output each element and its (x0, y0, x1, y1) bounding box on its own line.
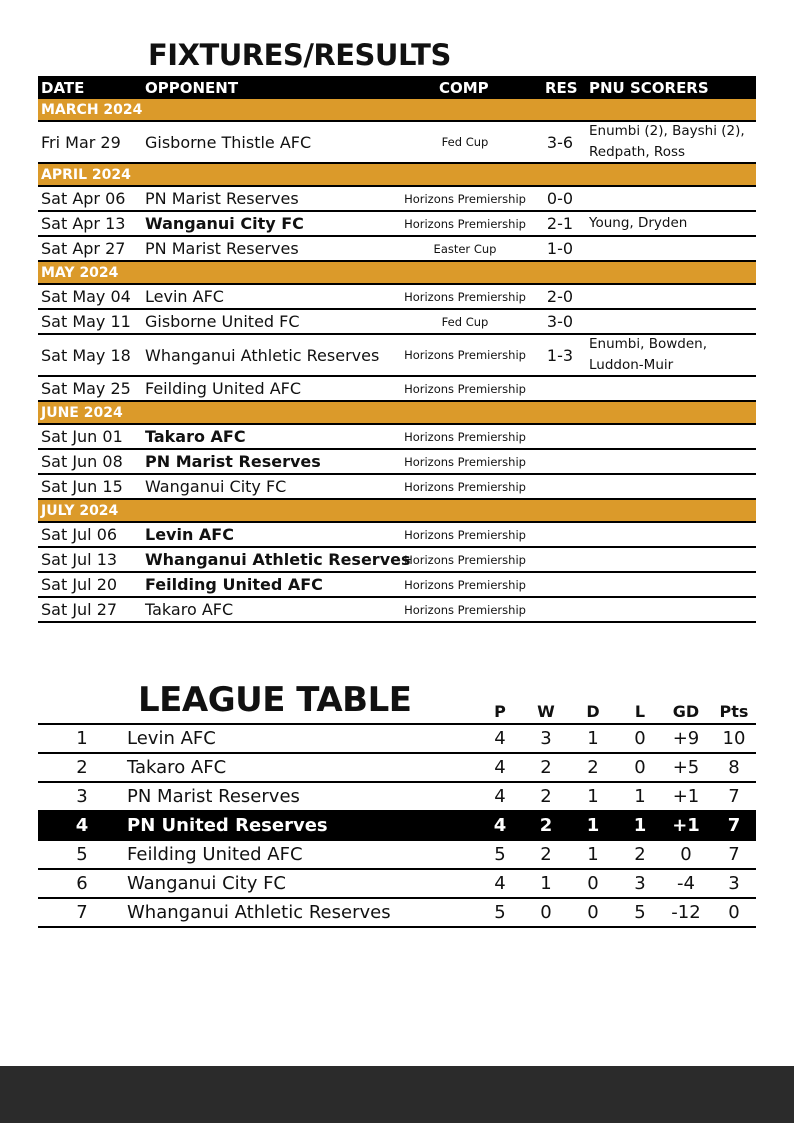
fixture-competition: Horizons Premiership (404, 289, 526, 304)
league-lost: 0 (634, 728, 646, 749)
fixture-opponent: Levin AFC (145, 525, 234, 544)
fixture-result (543, 475, 577, 498)
league-won: 1 (540, 873, 552, 894)
fixture-scorers (589, 573, 756, 596)
fixture-scorers (589, 377, 756, 400)
fixture-competition: Fed Cup (441, 314, 489, 329)
fixture-opponent: Gisborne United FC (145, 312, 300, 331)
fixtures-body (38, 99, 756, 623)
fixture-opponent: Whanganui Athletic Reserves (145, 345, 380, 365)
header-opponent: OPPONENT (145, 79, 239, 97)
fixture-date: Sat May 04 (41, 287, 131, 306)
league-played: 5 (494, 844, 506, 865)
league-played: 5 (494, 902, 506, 923)
fixture-row (38, 450, 756, 475)
league-points: 10 (722, 728, 746, 749)
league-played: 4 (494, 786, 506, 807)
league-goal-difference: +9 (672, 728, 700, 749)
fixture-row (38, 310, 756, 335)
fixture-row (38, 425, 756, 450)
header-comp: COMP (439, 79, 489, 97)
league-points: 0 (728, 902, 740, 923)
fixture-opponent: Levin AFC (145, 287, 224, 306)
league-drawn: 1 (587, 786, 599, 807)
league-row (38, 725, 756, 754)
league-played: 4 (494, 757, 506, 778)
month-band: JUNE 2024 (38, 402, 756, 425)
fixture-row (38, 237, 756, 262)
fixture-date: Sat Jun 08 (41, 452, 123, 471)
league-won: 2 (540, 757, 552, 778)
footer-band (0, 1066, 794, 1123)
fixture-competition: Horizons Premiership (404, 552, 526, 567)
fixture-date: Sat Jul 06 (41, 525, 118, 544)
league-points: 7 (728, 786, 740, 807)
fixture-competition: Horizons Premiership (404, 191, 526, 206)
league-lost: 1 (633, 815, 647, 836)
fixture-scorers (589, 237, 756, 260)
fixtures-title: FIXTURES/RESULTS (148, 38, 451, 72)
fixture-date: Sat May 25 (41, 379, 131, 398)
league-table (38, 723, 756, 928)
league-row (38, 812, 756, 841)
fixture-opponent: Feilding United AFC (145, 379, 302, 398)
league-row (38, 899, 756, 928)
league-drawn: 0 (587, 873, 599, 894)
fixture-scorers (589, 523, 756, 546)
league-goal-difference: +5 (672, 757, 700, 778)
league-played: 4 (494, 728, 506, 749)
fixture-opponent: PN Marist Reserves (145, 452, 321, 471)
fixture-opponent: Gisborne Thistle AFC (145, 132, 312, 152)
fixture-scorers: Enumbi, Bowden, Luddon-Muir (589, 336, 707, 373)
league-lost: 1 (634, 786, 646, 807)
league-team: PN United Reserves (127, 815, 328, 836)
league-header-d: D (586, 702, 600, 721)
league-position: 2 (76, 757, 88, 778)
league-lost: 3 (634, 873, 646, 894)
fixture-row (38, 212, 756, 237)
fixture-date: Sat Jun 01 (41, 427, 123, 446)
fixture-competition: Horizons Premiership (404, 429, 526, 444)
fixtures-table (38, 76, 756, 623)
league-row (38, 870, 756, 899)
fixture-result (543, 450, 577, 473)
league-lost: 2 (634, 844, 646, 865)
league-title: LEAGUE TABLE (138, 680, 412, 720)
league-team: Whanganui Athletic Reserves (127, 902, 391, 923)
league-won: 3 (540, 728, 552, 749)
fixture-row (38, 548, 756, 573)
fixture-date: Sat Jul 13 (41, 550, 118, 569)
league-header-pts: Pts (719, 702, 749, 721)
league-points: 7 (727, 815, 741, 836)
fixture-result (543, 425, 577, 448)
fixture-competition: Horizons Premiership (404, 454, 526, 469)
league-goal-difference: 0 (680, 844, 692, 865)
fixture-result: 2-1 (546, 214, 574, 233)
fixture-result (543, 573, 577, 596)
month-band: MAY 2024 (38, 262, 756, 285)
fixture-competition: Horizons Premiership (404, 348, 526, 362)
fixture-result: 0-0 (546, 189, 574, 208)
fixture-competition: Fed Cup (441, 135, 489, 149)
fixture-competition: Horizons Premiership (404, 602, 526, 617)
league-position: 1 (76, 728, 88, 749)
league-drawn: 1 (586, 815, 600, 836)
month-band: MARCH 2024 (38, 99, 756, 122)
league-drawn: 1 (587, 728, 599, 749)
league-won: 2 (540, 844, 552, 865)
fixture-scorers (589, 475, 756, 498)
fixture-date: Sat Jul 20 (41, 575, 118, 594)
fixture-competition: Horizons Premiership (404, 216, 526, 231)
fixture-opponent: Wanganui City FC (145, 214, 304, 233)
fixture-result (543, 598, 577, 621)
month-band: APRIL 2024 (38, 164, 756, 187)
league-lost: 0 (634, 757, 646, 778)
fixture-result: 1-0 (546, 239, 574, 258)
fixture-date: Fri Mar 29 (41, 132, 121, 152)
header-date: DATE (41, 79, 85, 97)
league-drawn: 0 (587, 902, 599, 923)
fixture-scorers: Young, Dryden (589, 215, 688, 231)
league-lost: 5 (634, 902, 646, 923)
league-header-gd: GD (672, 702, 700, 721)
fixture-scorers: Enumbi (2), Bayshi (2), Redpath, Ross (589, 123, 745, 160)
month-band: JULY 2024 (38, 500, 756, 523)
league-row (38, 754, 756, 783)
league-goal-difference: -4 (677, 873, 695, 894)
league-goal-difference: -12 (671, 902, 701, 923)
league-header-l: L (634, 702, 646, 721)
fixture-row (38, 475, 756, 500)
fixture-result: 3-6 (546, 132, 574, 152)
league-won: 2 (540, 786, 552, 807)
fixture-opponent: PN Marist Reserves (145, 189, 299, 208)
fixture-opponent: Whanganui Athletic Reserves (145, 550, 411, 569)
fixtures-header-row (38, 76, 756, 99)
league-points: 8 (728, 757, 740, 778)
fixture-opponent: Feilding United AFC (145, 575, 323, 594)
fixture-row (38, 285, 756, 310)
fixture-row (38, 523, 756, 548)
fixture-date: Sat Apr 13 (41, 214, 126, 233)
fixture-row (38, 335, 756, 377)
fixture-date: Sat Jul 27 (41, 600, 118, 619)
league-position: 6 (76, 873, 88, 894)
league-row (38, 841, 756, 870)
league-team: Wanganui City FC (127, 873, 287, 894)
fixture-row (38, 598, 756, 623)
header-res: RES (545, 79, 578, 97)
fixture-date: Sat May 18 (41, 345, 131, 365)
fixture-date: Sat May 11 (41, 312, 131, 331)
fixture-result: 1-3 (546, 345, 574, 365)
fixture-row (38, 377, 756, 402)
league-position: 5 (76, 844, 88, 865)
league-played: 4 (493, 815, 507, 836)
fixture-result (543, 377, 577, 400)
league-row (38, 783, 756, 812)
league-position: 7 (76, 902, 88, 923)
league-won: 2 (539, 815, 553, 836)
league-goal-difference: +1 (672, 786, 700, 807)
fixture-date: Sat Jun 15 (41, 477, 123, 496)
fixture-scorers (589, 187, 756, 210)
league-goal-difference: +1 (672, 815, 700, 836)
fixture-competition: Horizons Premiership (404, 577, 526, 592)
fixture-scorers (589, 425, 756, 448)
fixture-scorers (589, 310, 756, 333)
league-won: 0 (540, 902, 552, 923)
fixture-scorers (589, 548, 756, 571)
fixture-result (543, 523, 577, 546)
fixture-competition: Horizons Premiership (404, 479, 526, 494)
fixture-row (38, 187, 756, 212)
fixture-competition: Horizons Premiership (404, 381, 526, 396)
league-position: 4 (75, 815, 89, 836)
fixture-scorers (589, 450, 756, 473)
league-drawn: 1 (587, 844, 599, 865)
fixture-opponent: Takaro AFC (145, 427, 246, 446)
fixture-opponent: Takaro AFC (145, 600, 234, 619)
league-header-w: W (537, 702, 555, 721)
league-team: Levin AFC (127, 728, 216, 749)
league-team: Takaro AFC (127, 757, 227, 778)
league-drawn: 2 (587, 757, 599, 778)
league-points: 7 (728, 844, 740, 865)
fixture-row (38, 122, 756, 164)
fixture-result (543, 548, 577, 571)
fixture-opponent: PN Marist Reserves (145, 239, 299, 258)
league-header-p: P (494, 702, 506, 721)
league-position: 3 (76, 786, 88, 807)
league-team: Feilding United AFC (127, 844, 303, 865)
fixture-result: 3-0 (546, 312, 574, 331)
fixture-scorers (589, 285, 756, 308)
fixture-result: 2-0 (546, 287, 574, 306)
fixture-date: Sat Apr 06 (41, 189, 126, 208)
league-team: PN Marist Reserves (127, 786, 300, 807)
fixture-date: Sat Apr 27 (41, 239, 126, 258)
header-scorers: PNU SCORERS (589, 79, 709, 97)
fixture-row (38, 573, 756, 598)
league-points: 3 (728, 873, 740, 894)
fixture-opponent: Wanganui City FC (145, 477, 287, 496)
league-played: 4 (494, 873, 506, 894)
fixture-scorers (589, 598, 756, 621)
fixture-competition: Horizons Premiership (404, 527, 526, 542)
fixture-competition: Easter Cup (433, 241, 497, 256)
